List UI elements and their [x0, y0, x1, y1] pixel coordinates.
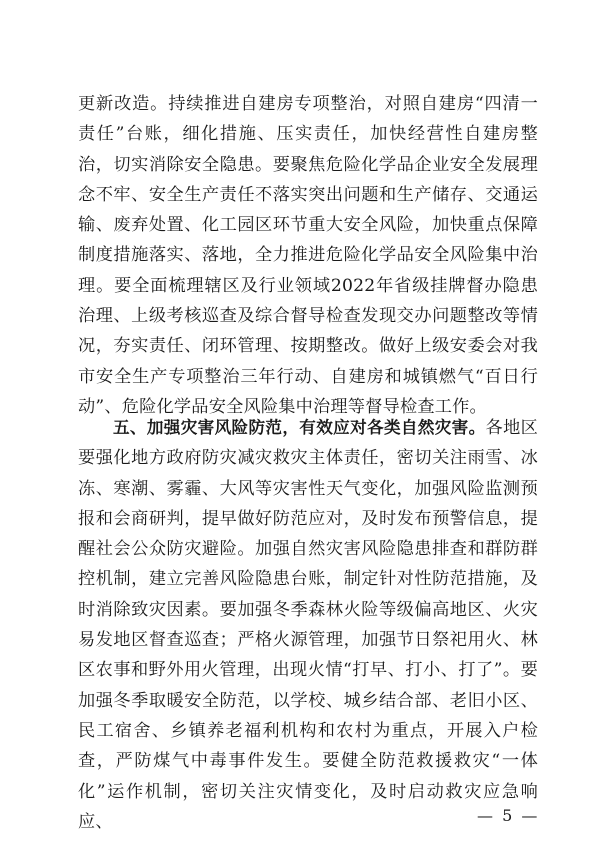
body-paragraph-continued — [78, 89, 538, 422]
paragraph-text: 更新改造。持续推进自建房专项整治，对照自建房“四清一责任”台账，细化措施、压实责任，加快经营性自建房整治，切实消除安全隐患。要聚焦危险化学品企业安全发展理念不牢、安全生产责任不落实突出问题和生产储存、交通运输、废弃处置、化工园区环节重大安全风险，加快重点保障制度措施落实、落地，全力推进危险化学品安全风险集中治理。要全面梳理辖区及行业领域2022年省级挂牌督办隐患治理、上级考核巡查及综合督导检查发现交办问题整改等情况，夯实责任、闭环管理、按期整改。做好上级安委会对我市安全生产专项整治三年行动、自建房和城镇燃气“百日行动”、危险化学品安全风险集中治理等督导检查工作。 — [78, 94, 538, 417]
section-5-text — [78, 413, 538, 837]
section-5-paragraph — [78, 413, 538, 837]
page-number: — 5 — — [477, 806, 540, 825]
section-5-body: 各地区要强化地方政府防灾减灾救灾主体责任，密切关注雨雪、冰冻、寒潮、雾霾、大风等灾害性天气变化，加强风险监测预报和会商研判，提早做好防范应对，及时发布预警信息，提醒社会公众防灾避险。加强自然灾害风险隐患排查和群防群控机制，建立完善风险隐患台账，制定针对性防范措施，及时消除致灾因素。要加强冬季森林火险等级偏高地区、火灾易发地区督查巡查；严格火源管理，加强节日祭祀用火、林区农事和野外用火管理，出现火情“打早、打小、打了”。要加强冬季取暖安全防范，以学校、城乡结合部、老旧小区、民工宿舍、乡镇养老福利机构和农村为重点，开展入户检查，严防煤气中毒事件发生。要健全防范救援救灾“一体化”运作机制，密切关注灾情变化，及时启动救灾应急响应、 — [78, 418, 538, 832]
section-5-heading: 五、加强灾害风险防范，有效应对各类自然灾害。 — [113, 418, 486, 437]
